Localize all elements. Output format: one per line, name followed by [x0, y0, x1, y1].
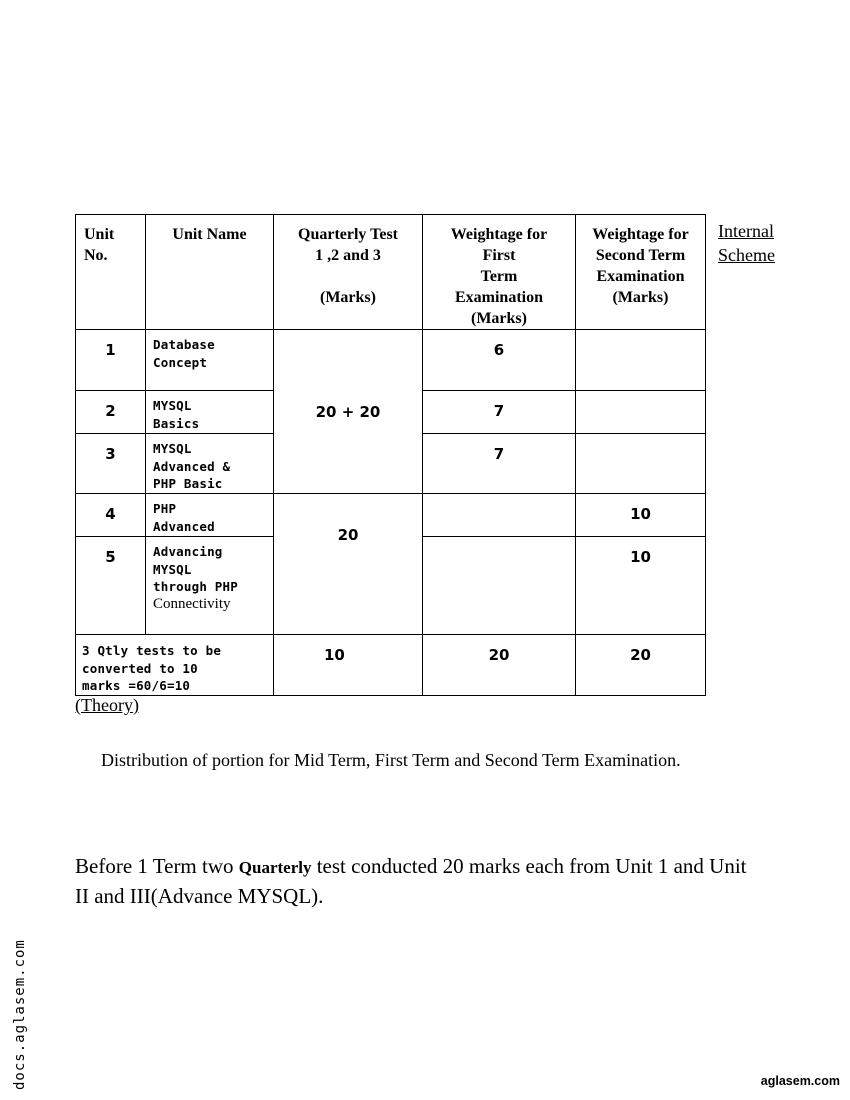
header-second-term: Weightage for Second Term Examination (Marks): [576, 215, 706, 330]
unit-no-cell: 3: [76, 434, 146, 494]
table-header-row: [76, 215, 706, 330]
quarterly-marks-cell: 20 + 20: [274, 330, 423, 494]
first-term-cell: 7: [423, 391, 576, 434]
second-term-cell: 10: [576, 537, 706, 635]
unit-name-cell: Advancing MYSQL through PHP Connectivity: [146, 537, 274, 635]
unit-no-cell: 5: [76, 537, 146, 635]
watermark-text: docs.aglasem.com: [12, 939, 28, 1090]
table-row: [76, 494, 706, 537]
second-term-cell: [576, 330, 706, 391]
unit-no-cell: 4: [76, 494, 146, 537]
quarterly-paragraph: Before 1 Term two Quarterly test conducted 20 marks each from Unit 1 and Unit II and III(Advance MYSQL).: [75, 854, 747, 908]
header-quarterly-test: Quarterly Test 1 ,2 and 3 (Marks): [274, 215, 423, 330]
table-row: [76, 330, 706, 391]
first-term-cell: [423, 494, 576, 537]
header-first-term: Weightage for First Term Examination (Marks): [423, 215, 576, 330]
unit-no-cell: 2: [76, 391, 146, 434]
theory-label: (Theory): [75, 695, 139, 715]
footer-second-term-cell: 20: [576, 635, 706, 696]
unit-name-cell: MYSQL Basics: [146, 391, 274, 434]
first-term-cell: [423, 537, 576, 635]
distribution-heading: Distribution of portion for Mid Term, First Term and Second Term Examination.: [101, 750, 681, 770]
header-unit-no: Unit No.: [76, 215, 146, 330]
unit-name-cell: MYSQL Advanced & PHP Basic: [146, 434, 274, 494]
unit-name-cell: Database Concept: [146, 330, 274, 391]
unit-no-cell: 1: [76, 330, 146, 391]
footer-label-cell: 3 Qtly tests to be converted to 10 marks =60/6=10: [76, 635, 274, 696]
footer-first-term-cell: 20: [423, 635, 576, 696]
second-term-cell: 10: [576, 494, 706, 537]
marks-distribution-table: [75, 214, 706, 696]
second-term-cell: [576, 391, 706, 434]
internal-scheme-label: Internal Scheme: [718, 221, 775, 265]
footer-quarterly-cell: 10: [274, 635, 423, 696]
header-unit-name: Unit Name: [146, 215, 274, 330]
quarterly-marks-cell: 20: [274, 494, 423, 635]
second-term-cell: [576, 434, 706, 494]
first-term-cell: 6: [423, 330, 576, 391]
first-term-cell: 7: [423, 434, 576, 494]
brand-footer: aglasem.com: [760, 1074, 840, 1088]
table-footer-row: [76, 635, 706, 696]
unit-name-cell: PHP Advanced: [146, 494, 274, 537]
